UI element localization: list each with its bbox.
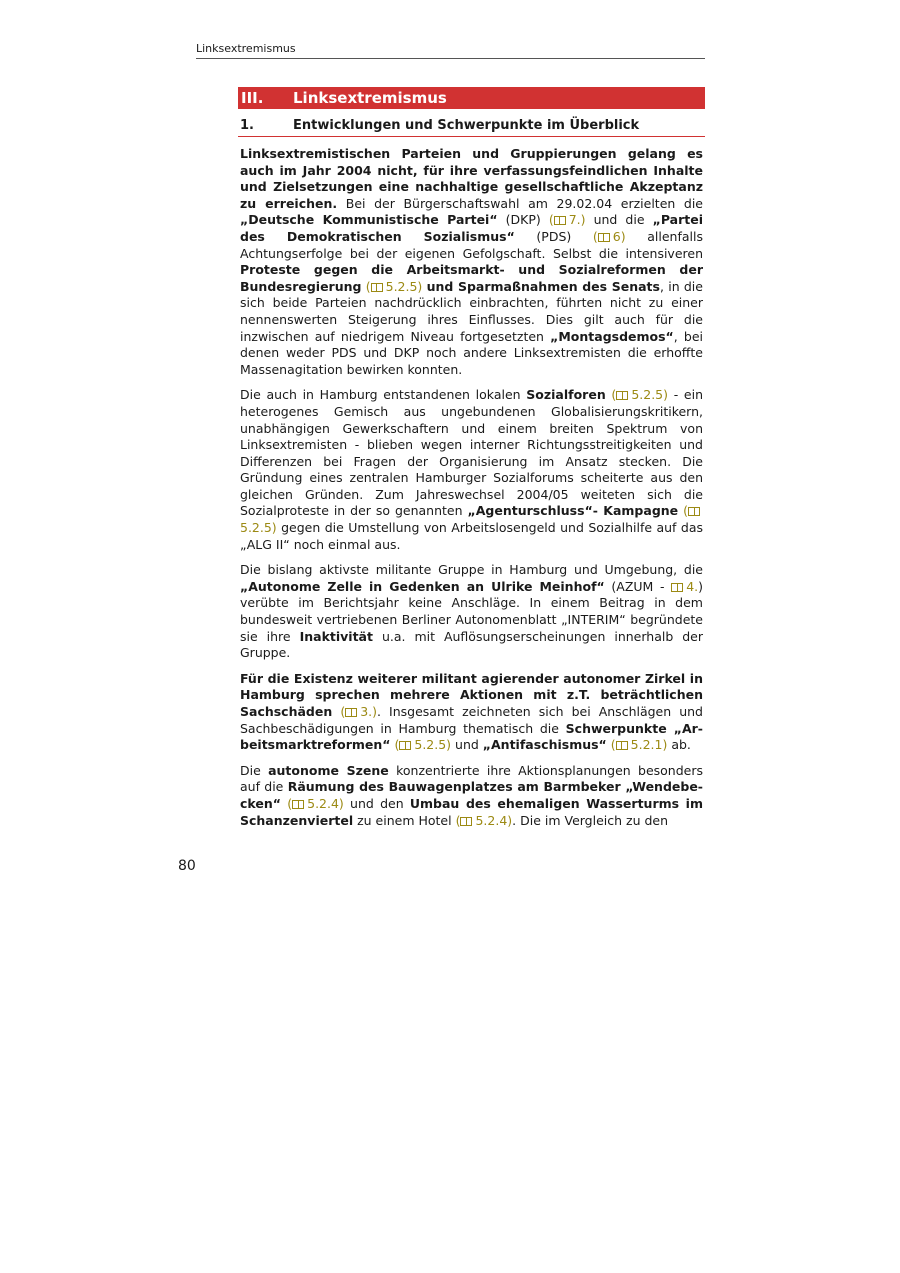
book-icon (598, 233, 610, 242)
bold-text: Inaktivität (299, 628, 373, 644)
bold-text: und Sparmaßnahmen des Senats (426, 278, 660, 294)
cross-reference: ( (548, 212, 554, 228)
book-icon (671, 583, 683, 592)
book-icon (688, 507, 700, 516)
text-run: Die bislang aktivste militante Gruppe in Hamburg und Umgebung, die (240, 562, 703, 578)
cross-reference: 5.2.5) (414, 737, 452, 753)
bold-text: Für die Existenz weiterer militant agierender autonomer Zirkel in Hamburg sprechen mehrere Aktionen mit z.T. beträchtlichen Sachschäden (240, 670, 703, 719)
bold-text: autonome Szene (268, 762, 389, 778)
bold-text: Linksextremistischen Parteien und Gruppierungen gelang es auch im Jahr 2004 nicht, für ihre verfassungsfeindlichen Inhalte und Zielsetzungen eine nachhaltige gesellschaftliche Akzeptanz zu erreichen. (240, 146, 703, 211)
bold-text: „Autonome Zelle in Gedenken an Ulrike Meinhof“ (240, 578, 605, 594)
text-run: , in die sich beide Parteien nachdrücklich einbrachten, führten nicht zu einer nennenswerten Steigerung ihres Einflusses. Dies gilt auch für die inzwischen auf niedrigem Niveau fortgesetzten (240, 278, 703, 344)
cross-reference: 3.) (360, 704, 378, 719)
bold-text: „Agenturschluss“- Kampagne (467, 503, 679, 519)
text-run: (DKP) (497, 212, 549, 228)
cross-reference: 5.2.4) (475, 812, 513, 828)
text-run: (PDS) (514, 228, 593, 244)
text-run: , bei denen weder PDS und DKP noch andere Linksextremisten die erhoffte Massenagitation bewirken konnten. (240, 328, 704, 377)
cross-reference: 5.2.4) (307, 795, 344, 811)
paragraph (240, 146, 703, 378)
cross-reference: ( (365, 278, 371, 294)
bold-text: Proteste gegen die Arbeitsmarkt- und Sozialreformen der Bundesregierung (240, 262, 703, 294)
cross-reference: ( (610, 737, 616, 753)
cross-reference: 5.2.5) (631, 387, 668, 403)
text-run: u.a. mit Auflösungserscheinungen innerhalb der Gruppe. (240, 628, 703, 661)
bold-text: „Deutsche Kommunistische Partei“ (240, 212, 498, 228)
cross-reference: ( (611, 387, 617, 403)
text-run: gegen die Umstellung von Arbeitslosengeld und Sozialhilfe auf das „ALG II“ noch einmal aus. (240, 520, 703, 552)
cross-reference: ( (683, 503, 688, 519)
cross-reference: 6) (612, 228, 626, 244)
chapter-number: III. (241, 89, 264, 107)
bold-text: „Antifaschismus“ (482, 737, 607, 753)
bold-text: „Montagsdemos“ (550, 328, 674, 344)
bold-text: Sozialforen (526, 387, 606, 403)
paragraph (240, 763, 703, 829)
book-icon (554, 216, 566, 225)
book-icon (345, 708, 357, 717)
text-run: Bei der Bürgerschaftswahl am 29.02.04 erzielten die (337, 195, 703, 211)
text-run: ) verübte im Berichtsjahr keine Anschläge. In einem Beitrag in dem bundesweit vertriebenen Berliner Autonomenblatt „INTERIM“ begründete sie ihre (240, 578, 704, 644)
bold-text: Umbau des ehemaligen Wasserturms im Schanzenviertel (240, 795, 703, 828)
cross-reference: ( (287, 795, 293, 811)
text-run: . Insgesamt zeichneten sich bei Anschlägen und Sachbeschädigungen in Hamburg thematisch die (240, 704, 703, 736)
section-number: 1. (240, 118, 254, 133)
book-icon (292, 800, 304, 809)
cross-reference: 4. (686, 578, 699, 594)
cross-reference: ( (394, 737, 400, 753)
text-run: und die (585, 212, 653, 228)
bold-text: Räumung des Bauwagenplatzes am Barmbeker „Wendebecken“ (240, 779, 703, 811)
cross-reference: ( (340, 704, 346, 719)
cross-reference: 5.2.5) (385, 278, 423, 294)
text-run: konzentrierte ihre Aktionsplanungen besonders auf die (240, 762, 704, 795)
text-run: ab. (667, 737, 691, 753)
running-header (196, 42, 705, 59)
text-run: zu einem Hotel (353, 812, 456, 828)
cross-reference: 5.2.5) (240, 520, 277, 536)
text-run: Die (240, 762, 269, 778)
text-run: allenfalls Achtungserfolge bei der eigenen Gefolgschaft. Selbst die intensiveren (240, 228, 703, 261)
paragraph (240, 671, 703, 754)
paragraph (240, 387, 703, 553)
cross-reference: 7.) (568, 212, 586, 228)
paragraph (240, 562, 703, 662)
section-title: Entwicklungen und Schwerpunkte im Überblick (293, 118, 640, 133)
text-run: (AZUM - (604, 578, 672, 594)
bold-text: „Partei des Demokratischen Sozialismus“ (240, 212, 703, 244)
book-icon (399, 741, 411, 750)
text-run: und den (343, 795, 410, 811)
book-icon (616, 741, 628, 750)
text-run: und (451, 737, 483, 753)
cross-reference: ( (455, 812, 461, 828)
text-run: . Die im Vergleich zu den (512, 812, 669, 828)
page-number: 80 (178, 858, 196, 874)
cross-reference: ( (592, 228, 598, 244)
bold-text: Schwerpunkte „Arbeitsmarktreformen“ (240, 720, 703, 753)
chapter-heading (238, 87, 705, 109)
cross-reference: 5.2.1) (630, 737, 668, 753)
text-run: Die auch in Hamburg entstandenen lokalen (240, 387, 527, 403)
book-icon (616, 391, 628, 400)
running-header-title: Linksextremismus (196, 42, 296, 55)
book-icon (460, 817, 472, 826)
chapter-title: Linksextremismus (293, 89, 447, 107)
body-text (240, 146, 703, 838)
text-run: - ein heterogenes Gemisch aus ungebundenen Globalisierungskritikern, unabhängigen Gewerkschaftern und einem breiten Spektrum von Linksextremisten - blieben wegen interner Richtungsstreitigkeiten und Differenzen bei Fragen der Organisierung im Ansatz stecken. Die Gründung eines zentralen Hamburger Sozialforums scheiterte aus den gleichen Gründen. Zum Jahreswechsel 2004/05 weiteten sich die Sozialproteste in der so genannten (240, 387, 703, 519)
section-heading (238, 117, 705, 137)
book-icon (371, 283, 383, 292)
